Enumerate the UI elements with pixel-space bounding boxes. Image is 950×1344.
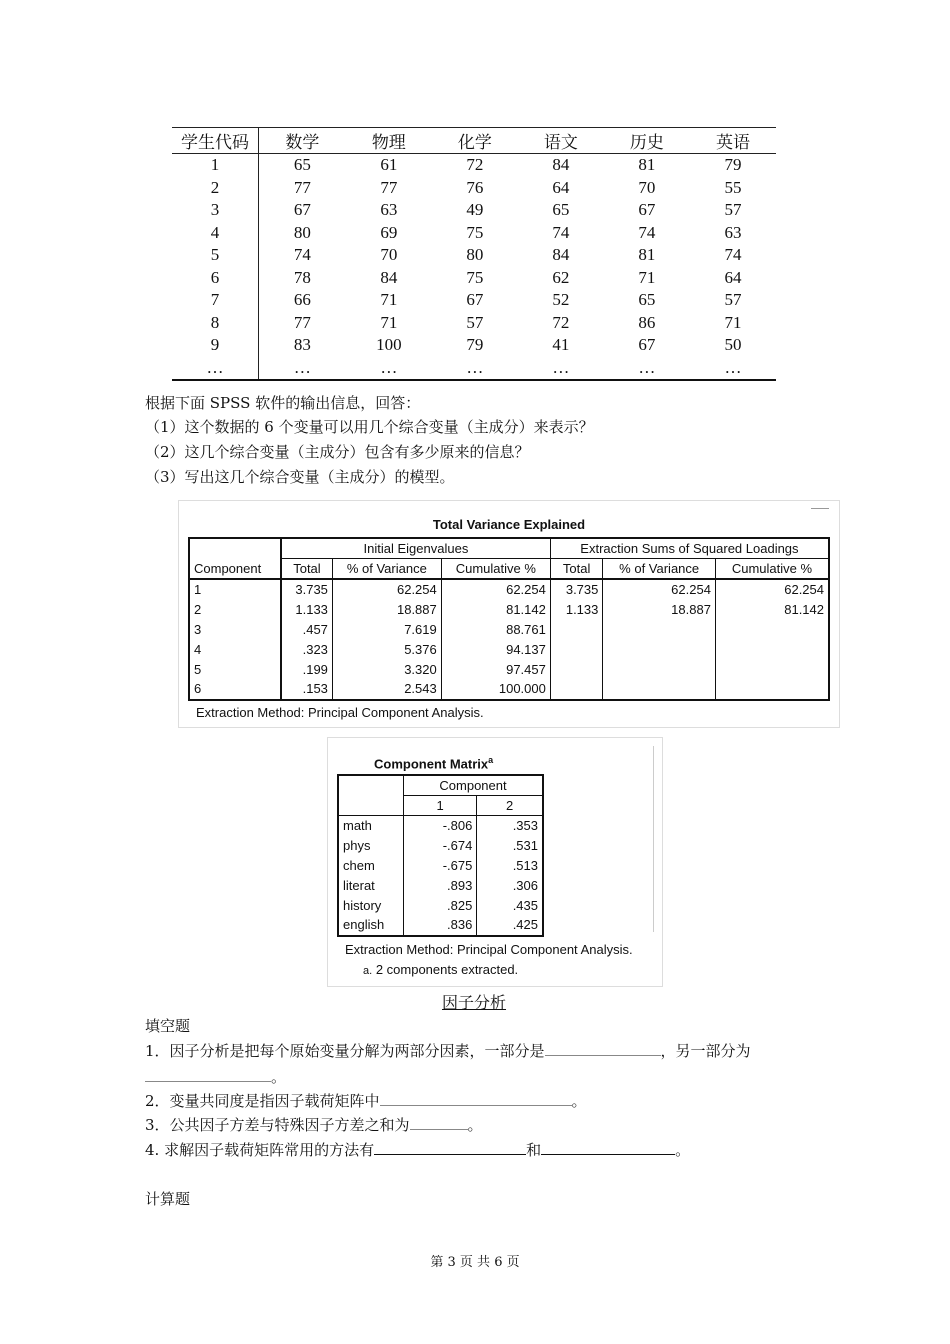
table-cell [715, 679, 829, 700]
table-cell: math [338, 816, 404, 836]
table-cell: 70 [380, 245, 398, 265]
table-cell: 3.320 [332, 659, 441, 679]
table-cell: 2 [172, 177, 259, 200]
table-row [189, 579, 829, 600]
total-variance-panel [178, 500, 840, 728]
table-cell: 65 [638, 290, 656, 310]
table-cell: 1.133 [550, 600, 603, 620]
table-cell: 62.254 [603, 579, 716, 600]
table-row [172, 267, 776, 290]
variance-footnote: Extraction Method: Principal Component Analysis. [196, 705, 484, 720]
table-cell: 63 [724, 222, 742, 242]
table-cell: 81 [638, 245, 656, 265]
blank-1b[interactable] [145, 1067, 271, 1082]
table-cell: 81 [638, 155, 656, 175]
page-footer: 第 3 页 共 6 页 [430, 1255, 520, 1270]
table-cell: 65 [293, 155, 311, 175]
table-cell: 67 [293, 200, 311, 220]
component-matrix-panel [327, 737, 663, 987]
table-cell: -.806 [404, 816, 477, 836]
table-cell: 64 [724, 267, 742, 287]
table-cell: .199 [281, 659, 332, 679]
table-cell: 80 [293, 222, 311, 242]
table-cell: 61 [380, 155, 398, 175]
column-header: Cumulative % [715, 559, 829, 580]
table-cell: 100.000 [441, 679, 550, 700]
table-cell: .531 [477, 836, 543, 856]
table-cell: 62.254 [784, 582, 824, 598]
table-cell [715, 639, 829, 659]
column-header: 学生代码 [172, 128, 259, 154]
table-cell: 63 [380, 200, 398, 220]
table-cell: literat [338, 875, 404, 895]
table-cell [715, 659, 829, 679]
table-cell: 3 [172, 199, 259, 222]
table-cell [550, 620, 603, 640]
table-cell [603, 620, 716, 640]
table-cell: 84 [552, 155, 570, 175]
table-cell: 75 [466, 267, 484, 287]
table-cell: 84 [380, 267, 398, 287]
table-cell [715, 620, 829, 640]
table-cell: 7 [172, 289, 259, 312]
table-cell: 4 [189, 639, 281, 659]
col-component: Component [189, 538, 281, 579]
table-row [338, 875, 543, 895]
column-header: % of Variance [332, 559, 441, 580]
table-cell: 71 [638, 267, 656, 287]
table-cell: 3 [189, 620, 281, 640]
table-cell: 1 [172, 154, 259, 177]
table-cell: 81.142 [784, 602, 824, 618]
table-cell: 55 [724, 177, 742, 197]
table-cell: .825 [404, 895, 477, 915]
column-header: 物理 [346, 128, 432, 154]
column-header: Total [281, 559, 332, 580]
column-header: 1 [404, 796, 477, 816]
group-component: Component [404, 775, 544, 796]
table-row [189, 600, 829, 620]
table-cell: … [432, 357, 518, 381]
table-cell: .425 [477, 915, 543, 936]
table-row [189, 639, 829, 659]
column-header: 历史 [604, 128, 690, 154]
table-cell [550, 659, 603, 679]
table-cell: 80 [466, 245, 484, 265]
table-cell: 5 [172, 244, 259, 267]
table-cell: 41 [552, 335, 570, 355]
group-extraction: Extraction Sums of Squared Loadings [550, 538, 829, 559]
table-cell [603, 639, 716, 659]
table-row [189, 620, 829, 640]
question-3: （3）写出这几个综合变量（主成分）的模型。 [145, 468, 455, 486]
table-cell: 76 [466, 177, 484, 197]
table-cell: … [518, 357, 604, 381]
table-cell: 62.254 [332, 579, 441, 600]
table-cell: 94.137 [441, 639, 550, 659]
table-row [172, 154, 776, 177]
table-cell: 8 [172, 312, 259, 335]
table-cell: … [172, 357, 259, 381]
column-header: 语文 [518, 128, 604, 154]
table-cell: 65 [552, 200, 570, 220]
table-cell: 9 [172, 334, 259, 357]
table-cell: .153 [281, 679, 332, 700]
table-cell: 62 [552, 267, 570, 287]
variance-title: Total Variance Explained [432, 517, 586, 532]
table-cell: 70 [638, 177, 656, 197]
column-header: 化学 [432, 128, 518, 154]
table-cell: 100 [376, 335, 402, 355]
fill-item-4: 4. 求解因子载荷矩阵常用的方法有 和 。 [145, 1141, 691, 1159]
table-cell: 88.761 [441, 620, 550, 640]
table-cell: 74 [293, 245, 311, 265]
question-intro: 根据下面 SPSS 软件的输出信息，回答： [145, 394, 421, 412]
table-cell: 74 [724, 245, 742, 265]
question-2: （2）这几个综合变量（主成分）包含有多少原来的信息？ [145, 443, 530, 461]
fill-item-3: 3．公共因子方差与特殊因子方差之和为 。 [145, 1116, 483, 1134]
table-cell [603, 679, 716, 700]
table-cell: .893 [404, 875, 477, 895]
fill-item-1-cont: 。 [145, 1066, 286, 1087]
table-row [172, 222, 776, 245]
table-row [338, 816, 543, 836]
table-row [189, 679, 829, 700]
table-cell: .306 [477, 875, 543, 895]
table-row [172, 289, 776, 312]
panel-handle [811, 508, 829, 509]
table-cell: 49 [466, 200, 484, 220]
blank-4b[interactable] [541, 1140, 675, 1155]
matrix-footnote: Extraction Method: Principal Component Analysis. [345, 942, 633, 957]
table-cell: 74 [638, 222, 656, 242]
table-cell: 71 [380, 290, 398, 310]
table-cell: 57 [466, 312, 484, 332]
table-cell: 5 [189, 659, 281, 679]
table-cell: 72 [552, 312, 570, 332]
table-cell: .457 [281, 620, 332, 640]
table-cell: 74 [552, 222, 570, 242]
matrix-title: Component Matrix$^a$ [374, 755, 494, 772]
table-cell: 77 [380, 177, 398, 197]
blank-4a[interactable] [374, 1140, 526, 1155]
table-cell: 6 [172, 267, 259, 290]
table-cell: 77 [293, 312, 311, 332]
fill-item-1: 1．因子分析是把每个原始变量分解为两部分因素，一部分是 ，另一部分为 [145, 1042, 751, 1060]
table-cell: … [346, 357, 432, 381]
table-cell: 78 [293, 267, 311, 287]
table-cell [550, 679, 603, 700]
table-cell: 50 [724, 335, 742, 355]
table-cell: 75 [466, 222, 484, 242]
column-header: 英语 [690, 128, 776, 154]
table-cell: 83 [293, 335, 311, 355]
table-row [172, 177, 776, 200]
blank-2[interactable] [380, 1091, 572, 1106]
section-title: 因子分析 [442, 993, 507, 1012]
table-cell: 6 [189, 679, 281, 700]
table-cell: 71 [724, 312, 742, 332]
calc-heading: 计算题 [145, 1190, 191, 1208]
table-cell: 86 [638, 312, 656, 332]
table-cell: … [259, 357, 346, 381]
column-header: % of Variance [603, 559, 716, 580]
table-cell: 67 [638, 335, 656, 355]
table-cell: 84 [552, 245, 570, 265]
table-cell: 3.735 [281, 579, 332, 600]
table-cell: 7.619 [332, 620, 441, 640]
variance-table [188, 537, 830, 701]
table-cell: 1 [189, 579, 281, 600]
table-cell: 77 [293, 177, 311, 197]
table-cell: english [338, 915, 404, 936]
table-cell: 5.376 [332, 639, 441, 659]
table-cell: .513 [477, 856, 543, 876]
table-cell: 71 [380, 312, 398, 332]
table-cell: 3.735 [550, 579, 603, 600]
question-1: （1）这个数据的 6 个变量可以用几个综合变量（主成分）来表示？ [145, 418, 594, 436]
table-cell: … [604, 357, 690, 381]
group-initial: Initial Eigenvalues [281, 538, 550, 559]
table-row [172, 199, 776, 222]
table-row [338, 856, 543, 876]
matrix-note: a. 2 components extracted. [363, 962, 519, 977]
table-row [172, 357, 776, 381]
table-cell: 64 [552, 177, 570, 197]
table-row [338, 836, 543, 856]
table-row [189, 659, 829, 679]
blank-1a[interactable] [545, 1041, 661, 1056]
table-cell: .435 [477, 895, 543, 915]
column-header: 数学 [259, 128, 346, 154]
table-cell: 81.142 [441, 600, 550, 620]
table-cell: 57 [724, 200, 742, 220]
table-cell: 69 [380, 222, 398, 242]
table-row [338, 895, 543, 915]
component-matrix-table [337, 774, 544, 937]
table-cell: 97.457 [441, 659, 550, 679]
table-cell: 4 [172, 222, 259, 245]
table-cell: 18.887 [603, 600, 716, 620]
table-cell: 67 [466, 290, 484, 310]
table-cell: 79 [724, 155, 742, 175]
column-header: Total [550, 559, 603, 580]
table-cell: phys [338, 836, 404, 856]
fill-blank-heading: 填空题 [145, 1017, 191, 1035]
table-cell: … [690, 357, 776, 381]
table-cell [603, 659, 716, 679]
table-cell: 18.887 [332, 600, 441, 620]
table-cell: .323 [281, 639, 332, 659]
student-scores-table [172, 127, 776, 381]
table-cell: 1.133 [281, 600, 332, 620]
table-cell: history [338, 895, 404, 915]
blank-3[interactable] [410, 1115, 468, 1130]
table-cell: -.674 [404, 836, 477, 856]
table-cell: 2.543 [332, 679, 441, 700]
table-cell: 52 [552, 290, 570, 310]
table-cell: chem [338, 856, 404, 876]
column-header: Cumulative % [441, 559, 550, 580]
table-row [338, 915, 543, 936]
column-header: 2 [506, 798, 514, 813]
table-cell: .836 [404, 915, 477, 936]
table-cell: .353 [477, 816, 543, 836]
table-row [172, 334, 776, 357]
table-cell: 57 [724, 290, 742, 310]
table-row [172, 312, 776, 335]
table-cell: 2 [189, 600, 281, 620]
table-row [172, 244, 776, 267]
table-cell: 66 [293, 290, 311, 310]
table-cell: 79 [466, 335, 484, 355]
table-cell [550, 639, 603, 659]
table-cell: 67 [638, 200, 656, 220]
fill-item-2: 2．变量共同度是指因子载荷矩阵中 。 [145, 1092, 587, 1110]
table-cell: 62.254 [441, 579, 550, 600]
table-cell: -.675 [404, 856, 477, 876]
table-cell: 72 [466, 155, 484, 175]
panel-edge [653, 746, 654, 932]
